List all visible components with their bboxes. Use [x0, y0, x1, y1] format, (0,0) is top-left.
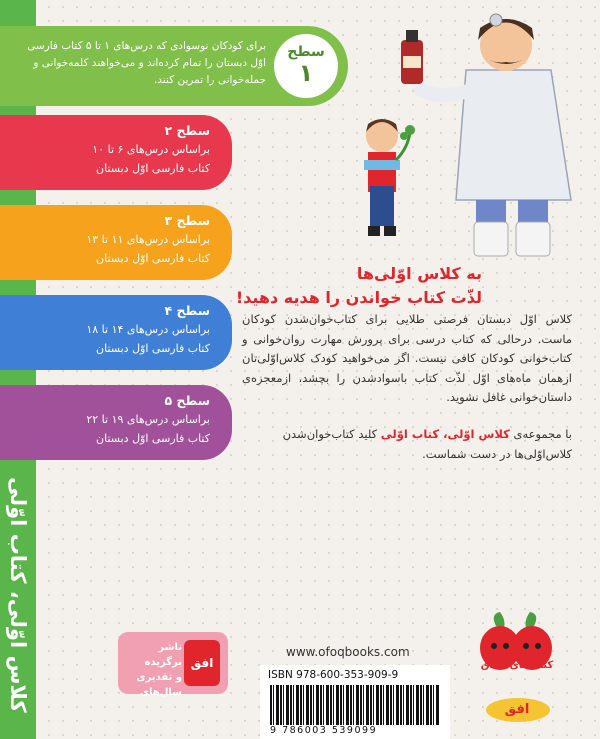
- isbn-text: ISBN 978-600-353-909-9: [268, 669, 399, 681]
- level1-badge-title: سطح: [287, 44, 325, 60]
- level4-title: سطح ۴: [164, 303, 210, 318]
- spine-title: کلاس اوّلی، کتاب اوّلی: [6, 477, 30, 713]
- level5-lessons: براساس درس‌های ۱۹ تا ۲۲: [86, 413, 210, 426]
- publisher-series-label: کتاب‌های فندق: [480, 660, 554, 671]
- level5-title: سطح ۵: [164, 393, 210, 408]
- body-p2-suffix: کلید کتاب‌خوان‌شدن کلاس‌اوّلی‌ها در دست شماست.: [282, 427, 572, 461]
- website-url: www.ofoqbooks.com: [286, 645, 410, 659]
- award-line1: ناشر: [158, 642, 182, 653]
- award-text: [124, 640, 182, 700]
- series-name: کلاس اوّلی، کتاب اوّلی: [380, 427, 510, 441]
- headline-line1: به کلاس اوّلی‌ها: [356, 264, 482, 283]
- level1-description: برای کودکان نوسوادی که درس‌های ۱ تا ۵ کتاب فارسی اوّل دبستان را تمام کرده‌اند و می‌خواهند کلمه‌خوانی و جمله‌خوانی را تمرین کنند.: [27, 40, 266, 86]
- level3-lessons: براساس درس‌های ۱۱ تا ۱۳: [86, 233, 210, 246]
- award-logo: افق: [184, 640, 220, 686]
- level3-tab: [0, 205, 232, 280]
- level2-lessons: براساس درس‌های ۶ تا ۱۰: [92, 143, 210, 156]
- level1-badge-number: ۱: [298, 59, 314, 87]
- level1-banner: [0, 26, 348, 106]
- headline-line2: لذّت کتاب خواندن را هدیه دهید!: [235, 288, 482, 307]
- level5-book: کتاب فارسی اوّل دبستان: [96, 432, 210, 445]
- barcode-digits: 9 786003 539099: [270, 725, 378, 736]
- level4-lessons: براساس درس‌های ۱۴ تا ۱۸: [86, 323, 210, 336]
- level4-tab: [0, 295, 232, 370]
- body-paragraph-2: [242, 424, 572, 464]
- level1-badge: [274, 34, 338, 98]
- award-line2: برگزیده: [144, 657, 182, 668]
- level3-book: کتاب فارسی اوّل دبستان: [96, 252, 210, 265]
- barcode-bars: [270, 685, 440, 725]
- body-p2-prefix: با مجموعه‌ی: [513, 427, 572, 441]
- doctor-and-child-illustration: [346, 0, 600, 262]
- level2-title: سطح ۲: [164, 123, 210, 138]
- level5-tab: [0, 385, 232, 460]
- headline: [236, 262, 482, 310]
- award-line4: سال‌های: [139, 687, 182, 698]
- body-paragraph-1: کلاس اوّل دبستان فرصتی طلایی برای کتاب‌خوان‌شدن کودکان ماست. درحالی که کتاب درسی برای پرورش مهارت روان‌خوانی و کتاب‌خوانی کودکان کافی نیست. اگر می‌خواهید کودک کلاس‌اوّلی‌تان ازهمان ماه‌های اوّل لذّت کتاب باسوادشدن را بچشد، ازمعجزه‌ی داستان‌خوانی غافل نشوید.: [242, 312, 572, 404]
- publisher-name: افق: [504, 702, 530, 717]
- level2-tab: [0, 115, 232, 190]
- level4-book: کتاب فارسی اوّل دبستان: [96, 342, 210, 355]
- barcode-box: [260, 665, 450, 739]
- level2-book: کتاب فارسی اوّل دبستان: [96, 162, 210, 175]
- publisher-award-badge: [118, 632, 228, 698]
- award-line3: و تقدیری: [136, 672, 182, 683]
- level3-title: سطح ۳: [164, 213, 210, 228]
- publisher-logo: [466, 606, 572, 724]
